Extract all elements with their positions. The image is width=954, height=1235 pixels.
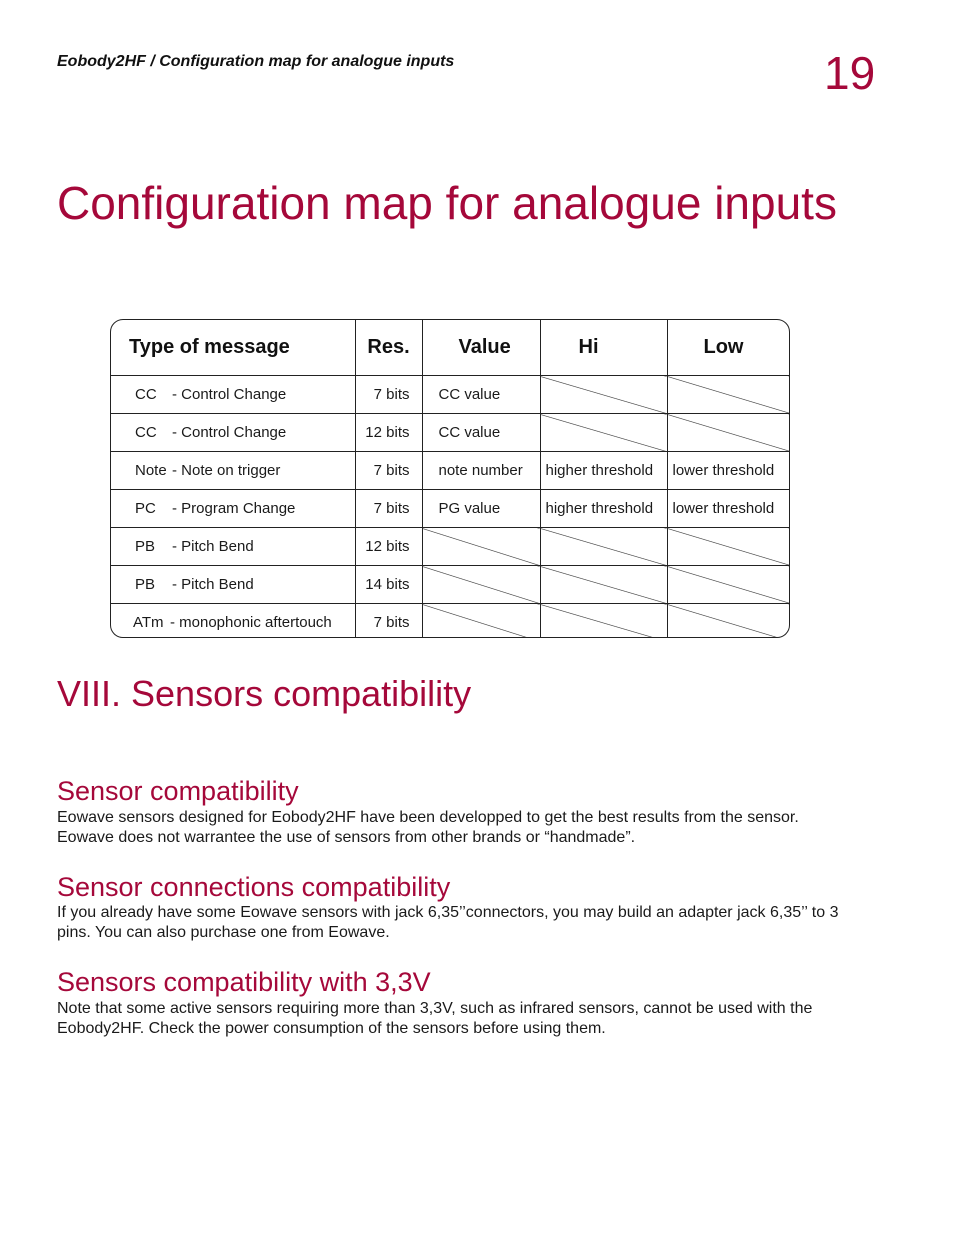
message-type-cell bbox=[111, 414, 355, 452]
text-line: Eowave does not warrantee the use of sensors from other brands or “handmade”. bbox=[57, 829, 636, 846]
message-type-cell bbox=[111, 604, 355, 639]
table-row bbox=[111, 566, 790, 604]
resolution-cell: 7 bits bbox=[355, 452, 422, 490]
value-cell: CC value bbox=[422, 414, 540, 452]
message-description: - Control Change bbox=[172, 386, 287, 403]
message-description: - Pitch Bend bbox=[172, 538, 254, 555]
table-row bbox=[111, 414, 790, 452]
low-cell-not-applicable bbox=[667, 376, 790, 414]
column-header-hi: Hi bbox=[540, 320, 667, 376]
value-cell: note number bbox=[422, 452, 540, 490]
message-type-cell bbox=[111, 452, 355, 490]
table-row bbox=[111, 452, 790, 490]
hi-cell-not-applicable bbox=[540, 528, 667, 566]
text-line: If you already have some Eowave sensors with jack 6,35’’connectors, you may build an adapter jack 6,35’’ to 3 bbox=[57, 904, 839, 921]
resolution-cell: 12 bits bbox=[355, 528, 422, 566]
value-cell: CC value bbox=[422, 376, 540, 414]
resolution-cell: 14 bits bbox=[355, 566, 422, 604]
column-header-type: Type of message bbox=[111, 320, 355, 376]
hi-cell-not-applicable bbox=[540, 414, 667, 452]
resolution-cell: 7 bits bbox=[355, 604, 422, 639]
hi-cell-not-applicable bbox=[540, 376, 667, 414]
message-description: - Program Change bbox=[172, 500, 296, 517]
message-description: - Control Change bbox=[172, 424, 287, 441]
paragraph-connections-compatibility bbox=[57, 903, 907, 943]
low-cell-not-applicable bbox=[667, 604, 790, 639]
message-code: Note bbox=[135, 462, 167, 479]
message-code: PB bbox=[135, 576, 156, 593]
message-description: - Pitch Bend bbox=[172, 576, 254, 593]
column-header-low: Low bbox=[667, 320, 790, 376]
page-number: 19 bbox=[824, 47, 876, 99]
subsection-heading-sensor-compatibility: Sensor compatibility bbox=[57, 776, 299, 806]
text-line: Eobody2HF. Check the power consumption of the sensors before using them. bbox=[57, 1020, 606, 1037]
message-code: CC bbox=[135, 386, 157, 403]
column-header-res: Res. bbox=[355, 320, 422, 376]
table-header-row bbox=[111, 320, 790, 376]
running-header: Eobody2HF / Configuration map for analogue inputs bbox=[57, 53, 455, 70]
message-type-cell bbox=[111, 528, 355, 566]
table-row bbox=[111, 528, 790, 566]
column-header-value: Value bbox=[422, 320, 540, 376]
resolution-cell: 12 bits bbox=[355, 414, 422, 452]
value-cell-not-applicable bbox=[422, 604, 540, 639]
message-code: PC bbox=[135, 500, 156, 517]
table-row bbox=[111, 490, 790, 528]
table-row bbox=[111, 376, 790, 414]
low-cell: lower threshold bbox=[667, 452, 790, 490]
text-line: Note that some active sensors requiring more than 3,3V, such as infrared sensors, cannot be used with the bbox=[57, 1000, 813, 1017]
paragraph-3v3-compatibility bbox=[57, 999, 907, 1039]
message-code: CC bbox=[135, 424, 157, 441]
hi-cell: higher threshold bbox=[540, 490, 667, 528]
configuration-map-table bbox=[110, 319, 790, 638]
subsection-heading-connections-compatibility: Sensor connections compatibility bbox=[57, 872, 451, 902]
message-type-cell bbox=[111, 490, 355, 528]
value-cell-not-applicable bbox=[422, 566, 540, 604]
page-title: Configuration map for analogue inputs bbox=[57, 177, 837, 229]
message-code: ATm bbox=[133, 614, 164, 631]
message-description: - Note on trigger bbox=[172, 462, 281, 479]
value-cell-not-applicable bbox=[422, 528, 540, 566]
value-cell: PG value bbox=[422, 490, 540, 528]
low-cell: lower threshold bbox=[667, 490, 790, 528]
text-line: Eowave sensors designed for Eobody2HF have been developped to get the best results from the sensor. bbox=[57, 809, 799, 826]
message-type-cell bbox=[111, 376, 355, 414]
section-title: VIII. Sensors compatibility bbox=[57, 673, 472, 714]
text-line: pins. You can also purchase one from Eowave. bbox=[57, 924, 390, 941]
low-cell-not-applicable bbox=[667, 414, 790, 452]
subsection-heading-3v3-compatibility: Sensors compatibility with 3,3V bbox=[57, 967, 431, 997]
resolution-cell: 7 bits bbox=[355, 376, 422, 414]
low-cell-not-applicable bbox=[667, 566, 790, 604]
resolution-cell: 7 bits bbox=[355, 490, 422, 528]
paragraph-sensor-compatibility bbox=[57, 808, 907, 848]
low-cell-not-applicable bbox=[667, 528, 790, 566]
hi-cell-not-applicable bbox=[540, 604, 667, 639]
hi-cell-not-applicable bbox=[540, 566, 667, 604]
hi-cell: higher threshold bbox=[540, 452, 667, 490]
message-code: PB bbox=[135, 538, 156, 555]
message-description: - monophonic aftertouch bbox=[170, 614, 332, 631]
message-type-cell bbox=[111, 566, 355, 604]
table-row bbox=[111, 604, 790, 639]
